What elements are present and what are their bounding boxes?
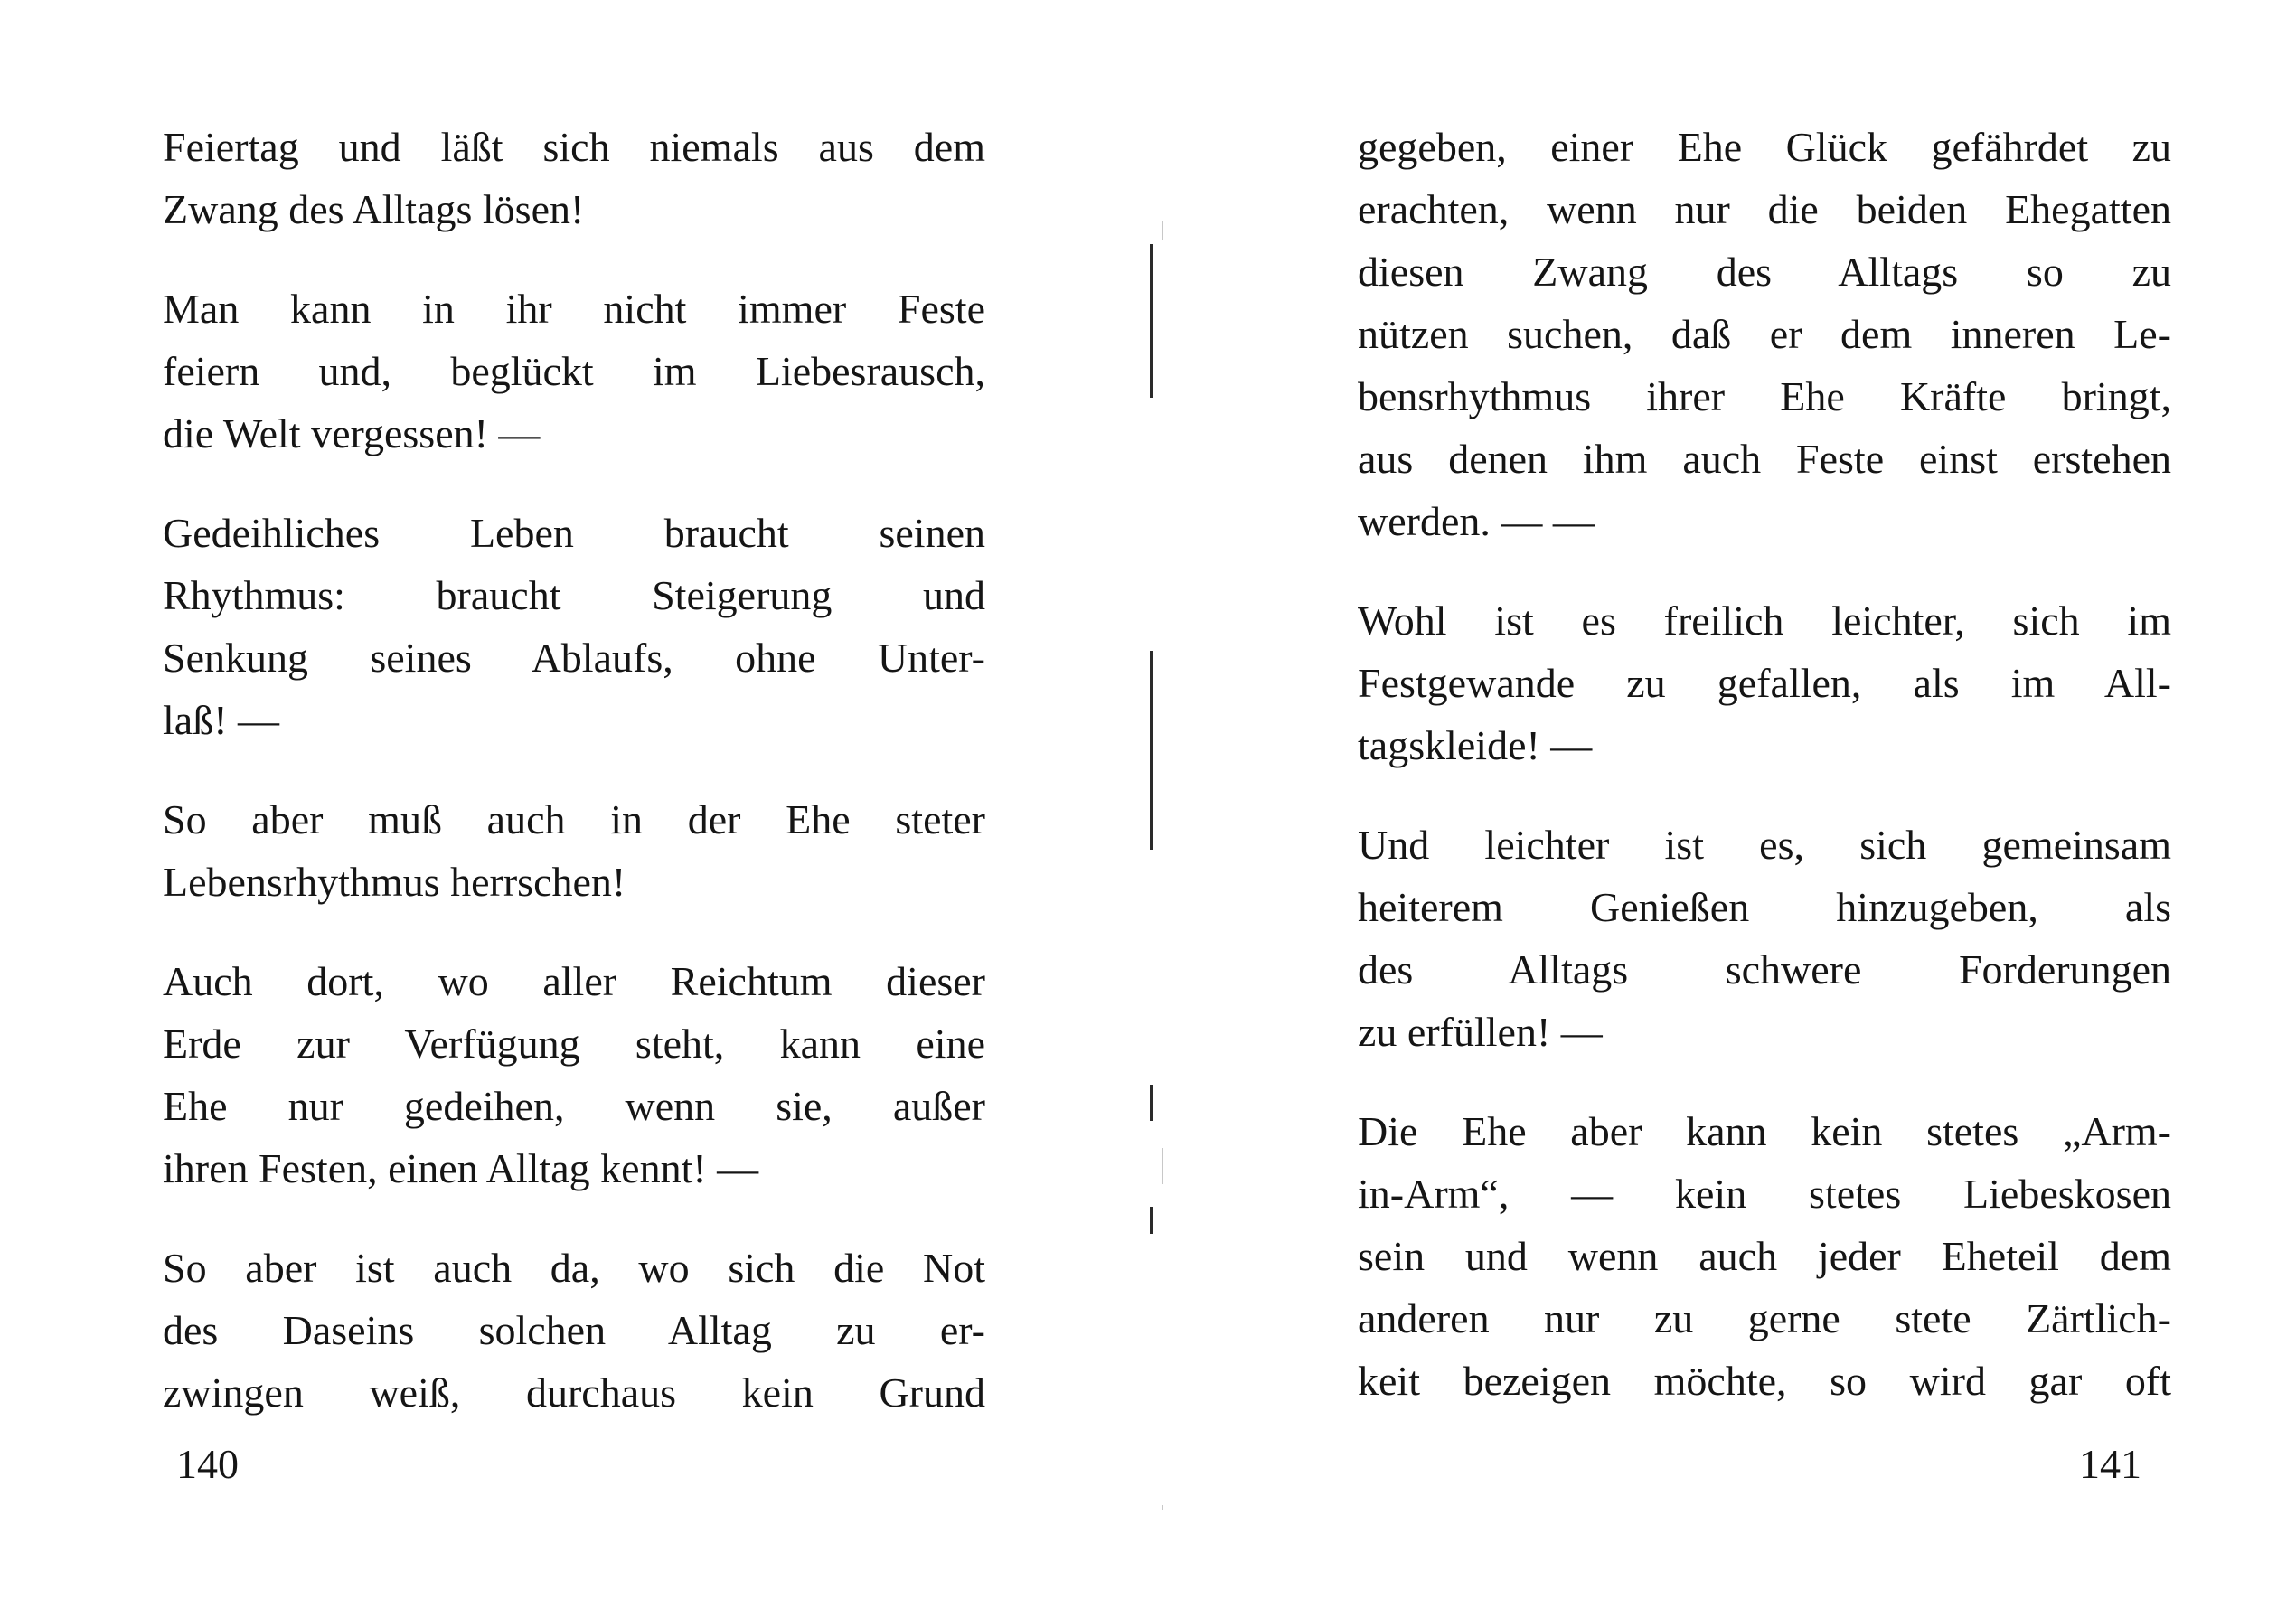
gutter-scan-mark — [1150, 244, 1153, 398]
text-line: Festgewande zu gefallen, als im All- — [1358, 660, 2171, 706]
paragraph — [163, 788, 985, 913]
text-line: diesen Zwang des Alltags so zu — [1358, 249, 2171, 295]
text-line: Rhythmus: braucht Steigerung und — [163, 572, 985, 618]
paragraph — [163, 1237, 985, 1424]
text-line: So aber muß auch in der Ehe steter — [163, 796, 985, 842]
gutter-scan-mark — [1150, 1207, 1153, 1234]
right-page — [1358, 116, 2171, 1449]
paragraph — [163, 502, 985, 751]
text-line: in-Arm“, — kein stetes Liebeskosen — [1358, 1171, 2171, 1217]
gutter-scan-mark — [1162, 1505, 1163, 1510]
text-line: Erde zur Verfügung steht, kann eine — [163, 1021, 985, 1067]
paragraph — [163, 278, 985, 465]
page-number-right: 141 — [2079, 1441, 2141, 1487]
gutter-scan-mark — [1150, 651, 1153, 850]
text-line: anderen nur zu gerne stete Zärtlich- — [1358, 1295, 2171, 1341]
text-line: Feiertag und läßt sich niemals aus dem — [163, 124, 985, 170]
gutter-scan-mark — [1162, 221, 1163, 240]
text-line: Die Ehe aber kann kein stetes „Arm- — [1358, 1108, 2171, 1154]
text-line: Zwang des Alltags lösen! — [163, 186, 585, 232]
paragraph — [1358, 1100, 2171, 1412]
text-line: werden. — — — [1358, 498, 1595, 544]
text-line: sein und wenn auch jeder Eheteil dem — [1358, 1233, 2171, 1279]
text-line: Wohl ist es freilich leichter, sich im — [1358, 597, 2171, 644]
text-line: bensrhythmus ihrer Ehe Kräfte bringt, — [1358, 373, 2171, 419]
text-line: des Alltags schwere Forderungen — [1358, 946, 2171, 993]
text-line: keit bezeigen möchte, so wird gar oft — [1358, 1358, 2171, 1404]
text-line: So aber ist auch da, wo sich die Not — [163, 1245, 985, 1291]
paragraph — [163, 116, 985, 240]
text-line: Und leichter ist es, sich gemeinsam — [1358, 822, 2171, 868]
text-line: Man kann in ihr nicht immer Feste — [163, 286, 985, 332]
text-line: Gedeihliches Leben braucht seinen — [163, 510, 985, 556]
paragraph — [1358, 589, 2171, 776]
text-line: erachten, wenn nur die beiden Ehegatten — [1358, 186, 2171, 232]
text-line: laß! — — [163, 697, 280, 743]
text-line: gegeben, einer Ehe Glück gefährdet zu — [1358, 124, 2171, 170]
text-line: Ehe nur gedeihen, wenn sie, außer — [163, 1083, 985, 1129]
text-line: tagskleide! — — [1358, 722, 1593, 768]
text-line: Senkung seines Ablaufs, ohne Unter- — [163, 635, 985, 681]
page-number-left: 140 — [176, 1441, 239, 1487]
text-line: nützen suchen, daß er dem inneren Le- — [1358, 311, 2171, 357]
text-line: die Welt vergessen! — — [163, 410, 541, 456]
text-line: feiern und, beglückt im Liebesrausch, — [163, 348, 985, 394]
text-line: heiterem Genießen hinzugeben, als — [1358, 884, 2171, 930]
text-line: Lebensrhythmus herrschen! — [163, 859, 626, 905]
text-line: Auch dort, wo aller Reichtum dieser — [163, 958, 985, 1004]
text-line: des Daseins solchen Alltag zu er- — [163, 1307, 985, 1353]
paragraph — [1358, 116, 2171, 552]
text-line: zu erfüllen! — — [1358, 1009, 1603, 1055]
text-line: aus denen ihm auch Feste einst erstehen — [1358, 436, 2171, 482]
paragraph — [163, 950, 985, 1200]
text-line: ihren Festen, einen Alltag kennt! — — [163, 1145, 759, 1191]
paragraph — [1358, 814, 2171, 1063]
gutter-scan-mark — [1150, 1085, 1153, 1121]
gutter-scan-mark — [1162, 1148, 1163, 1184]
left-page — [163, 116, 985, 1461]
text-line: zwingen weiß, durchaus kein Grund — [163, 1369, 985, 1416]
